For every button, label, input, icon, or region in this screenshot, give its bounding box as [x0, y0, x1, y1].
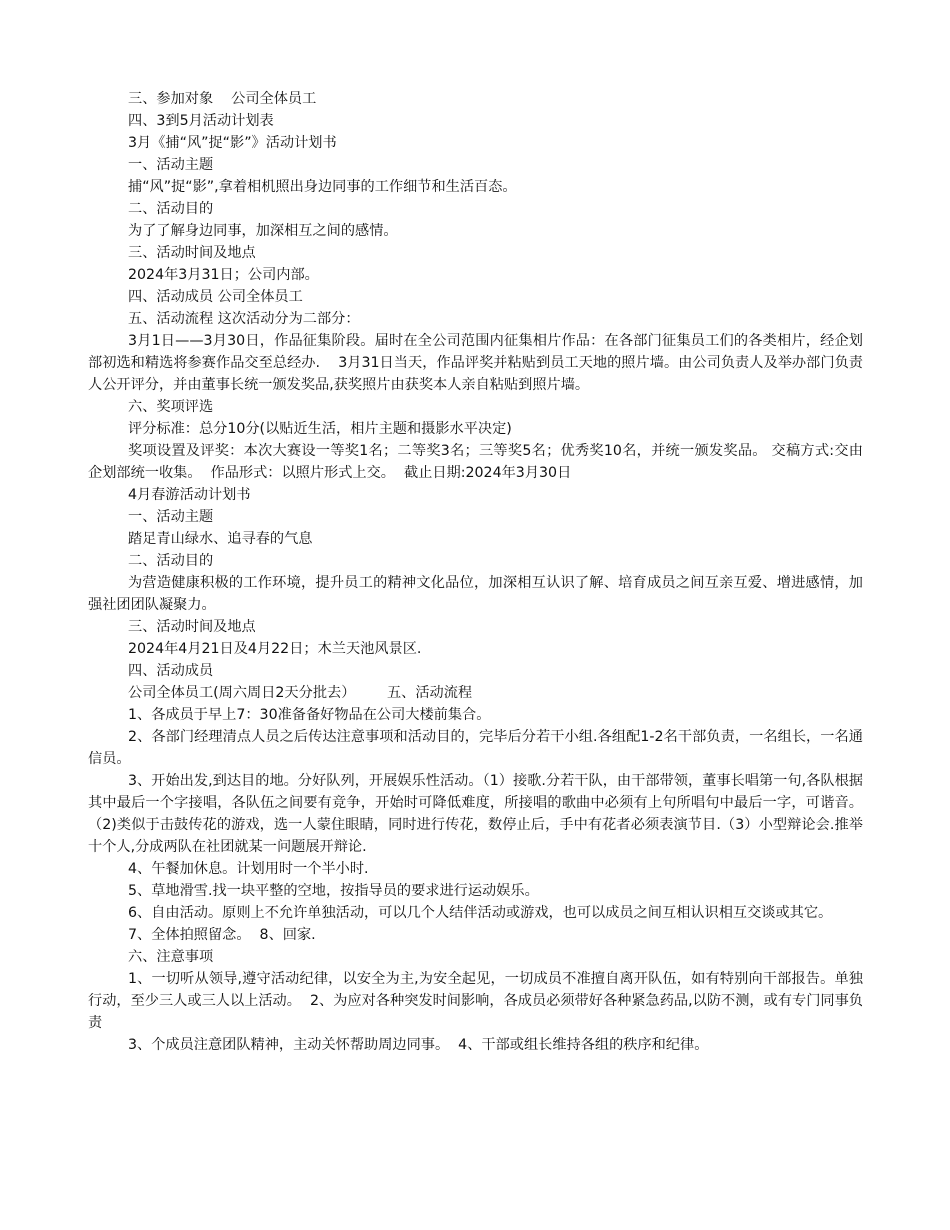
- section-heading: 二、活动目的: [128, 553, 214, 569]
- section-heading: 三、活动时间及地点: [128, 619, 256, 635]
- section-heading: 三、参加对象 公司全体员工: [128, 91, 317, 107]
- paragraph: 为营造健康积极的工作环境，提升员工的精神文化品位，加深相互认识了解、培育成员之间互亲互爱、增进感情，加强社团团队凝聚力。: [88, 575, 863, 613]
- section-heading: 一、活动主题: [128, 509, 214, 525]
- paragraph: 6、自由活动。原则上不允许单独活动，可以几个人结伴活动或游戏，也可以成员之间互相认识相互交谈或其它。: [128, 905, 833, 921]
- paragraph: 2024年4月21日及4月22日；木兰天池风景区.: [128, 641, 422, 657]
- section-heading: 四、活动成员: [128, 663, 214, 679]
- paragraph: 评分标准：总分10分(以贴近生活，相片主题和摄影水平决定): [128, 421, 512, 437]
- paragraph: 2、各部门经理清点人员之后传达注意事项和活动目的，完毕后分若干小组.各组配1-2名干部负责，一名组长，一名通信员。: [88, 729, 863, 767]
- paragraph: 奖项设置及评奖：本次大赛设一等奖1名；二等奖3名；三等奖5名；优秀奖10名，并统一颁发奖品。 交稿方式:交由企划部统一收集。 作品形式：以照片形式上交。 截止日期:2024年3月30日: [88, 443, 863, 481]
- paragraph: 1、一切听从领导,遵守活动纪律，以安全为主,为安全起见，一切成员不准擅自离开队伍，如有特别向干部报告。单独行动，至少三人或三人以上活动。 2、为应对各种突发时间影响，各成员必须带好各种紧急药品,以防不测，或有专门同事负责: [88, 971, 863, 1031]
- section-heading: 四、活动成员 公司全体员工: [128, 289, 303, 305]
- paragraph: 3、开始出发,到达目的地。分好队列，开展娱乐性活动。（1）接歌.分若干队，由干部带领，董事长唱第一句,各队根据其中最后一个字接唱，各队伍之间要有竞争，开始时可降低难度，所接唱的歌曲中必须有上句所唱句中最后一字，可谐音。（2)类似于击鼓传花的游戏，选一人蒙住眼睛，同时进行传花，数停止后，手中有花者必须表演节目.（3）小型辩论会.推举十个人,分成两队在社团就某一问题展开辩论.: [88, 773, 863, 855]
- section-heading: 六、注意事项: [128, 949, 214, 965]
- paragraph: 3月1日——3月30日，作品征集阶段。届时在全公司范围内征集相片作品：在各部门征集员工们的各类相片，经企划部初选和精选将参赛作品交至总经办. 3月31日当天，作品评奖并粘贴到员工天地的照片墙。由公司负责人及举办部门负责人公开评分，并由董事长统一颁发奖品,获奖照片由获奖本人亲自粘贴到照片墙。: [88, 333, 863, 393]
- paragraph: 公司全体员工(周六周日2天分批去） 五、活动流程: [128, 685, 473, 701]
- section-heading: 六、奖项评选: [128, 399, 214, 415]
- section-heading: 三、活动时间及地点: [128, 245, 256, 261]
- section-heading: 四、3到5月活动计划表: [128, 113, 274, 129]
- paragraph: 5、草地滑雪.找一块平整的空地，按指导员的要求进行运动娱乐。: [128, 883, 539, 899]
- paragraph: 为了了解身边同事，加深相互之间的感情。: [128, 223, 398, 239]
- section-heading: 五、活动流程 这次活动分为二部分：: [128, 311, 360, 327]
- paragraph: 2024年3月31日；公司内部。: [128, 267, 319, 283]
- paragraph: 捕“风”捉“影”,拿着相机照出身边同事的工作细节和生活百态。: [128, 179, 517, 195]
- paragraph: 1、各成员于早上7：30准备备好物品在公司大楼前集合。: [128, 707, 491, 723]
- plan-title: 4月春游活动计划书: [128, 487, 251, 503]
- paragraph: 3、个成员注意团队精神，主动关怀帮助周边同事。 4、干部或组长维持各组的秩序和纪律。: [128, 1037, 709, 1053]
- document-body: [88, 88, 863, 1056]
- paragraph: 踏足青山绿水、追寻春的气息: [128, 531, 313, 547]
- section-heading: 二、活动目的: [128, 201, 214, 217]
- paragraph: 7、全体拍照留念。 8、回家.: [128, 927, 316, 943]
- section-heading: 一、活动主题: [128, 157, 214, 173]
- paragraph: 4、午餐加休息。计划用时一个半小时.: [128, 861, 369, 877]
- plan-title: 3月《捕“风”捉“影”》活动计划书: [128, 135, 337, 151]
